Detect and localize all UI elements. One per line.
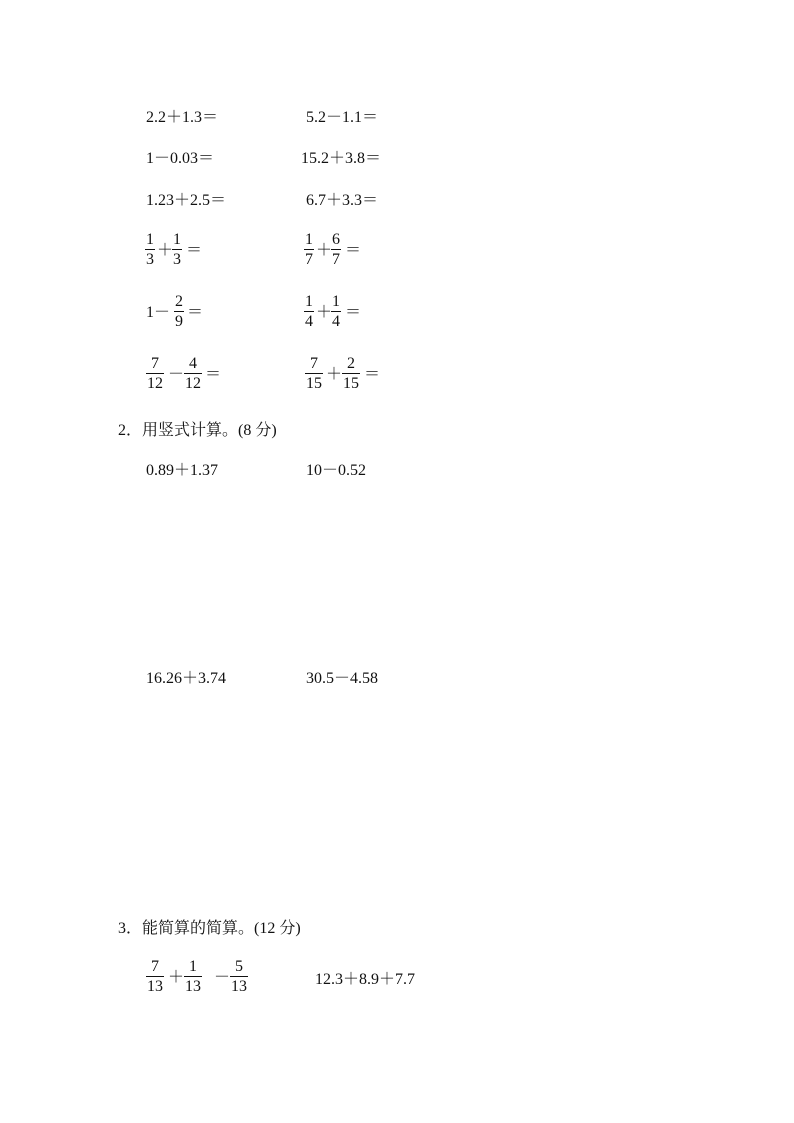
vertical-calc-16-26-plus-3-74: 16.26＋3.74 (146, 670, 227, 687)
fraction-7-12: 7 12 (147, 355, 163, 392)
minus-operator: － (214, 969, 231, 986)
fraction-1-13: 1 13 (185, 958, 201, 995)
plus-operator: ＋ (316, 304, 333, 321)
fraction-1-7: 1 7 (305, 231, 313, 268)
fraction-2-9: 2 9 (175, 293, 183, 330)
expr-12-3-plus-8-9-plus-7-7: 12.3＋8.9＋7.7 (315, 971, 416, 988)
fraction-4-12: 4 12 (185, 355, 201, 392)
vertical-calc-10-minus-0-52: 10－0.52 (306, 462, 367, 479)
equals-sign: ＝ (186, 242, 203, 259)
equals-sign: ＝ (345, 304, 362, 321)
fraction-5-13: 5 13 (231, 958, 247, 995)
expr-6-7-plus-3-3: 6.7＋3.3＝ (306, 192, 379, 209)
expr-15-2-plus-3-8: 15.2＋3.8＝ (301, 150, 382, 167)
fraction-2-15: 2 15 (343, 355, 359, 392)
minus-operator: － (168, 366, 185, 383)
fraction-7-13: 7 13 (147, 958, 163, 995)
fraction-1-4-a: 1 4 (305, 293, 313, 330)
section-3-heading: 3．能简算的简算。(12 分) (118, 920, 301, 937)
vertical-calc-30-5-minus-4-58: 30.5－4.58 (306, 670, 379, 687)
fraction-7-15: 7 15 (306, 355, 322, 392)
fraction-6-7: 6 7 (332, 231, 340, 268)
expr-1-23-plus-2-5: 1.23＋2.5＝ (146, 192, 227, 209)
plus-operator: ＋ (326, 366, 343, 383)
expr-2-2-plus-1-3: 2.2＋1.3＝ (146, 109, 219, 126)
expr-1-minus-0-03: 1－0.03＝ (146, 150, 215, 167)
plus-operator: ＋ (316, 242, 333, 259)
expr-5-2-minus-1-1: 5.2－1.1＝ (306, 109, 379, 126)
whole-minus: 1－ (146, 304, 171, 321)
equals-sign: ＝ (364, 366, 381, 383)
section-2-heading: 2．用竖式计算。(8 分) (118, 422, 277, 439)
fraction-1-4-b: 1 4 (332, 293, 340, 330)
fraction-1-3-a: 1 3 (146, 231, 154, 268)
equals-sign: ＝ (187, 304, 204, 321)
plus-operator: ＋ (168, 969, 185, 986)
fraction-1-3-b: 1 3 (173, 231, 181, 268)
equals-sign: ＝ (345, 242, 362, 259)
plus-operator: ＋ (157, 242, 174, 259)
vertical-calc-0-89-plus-1-37: 0.89＋1.37 (146, 462, 219, 479)
equals-sign: ＝ (205, 366, 222, 383)
